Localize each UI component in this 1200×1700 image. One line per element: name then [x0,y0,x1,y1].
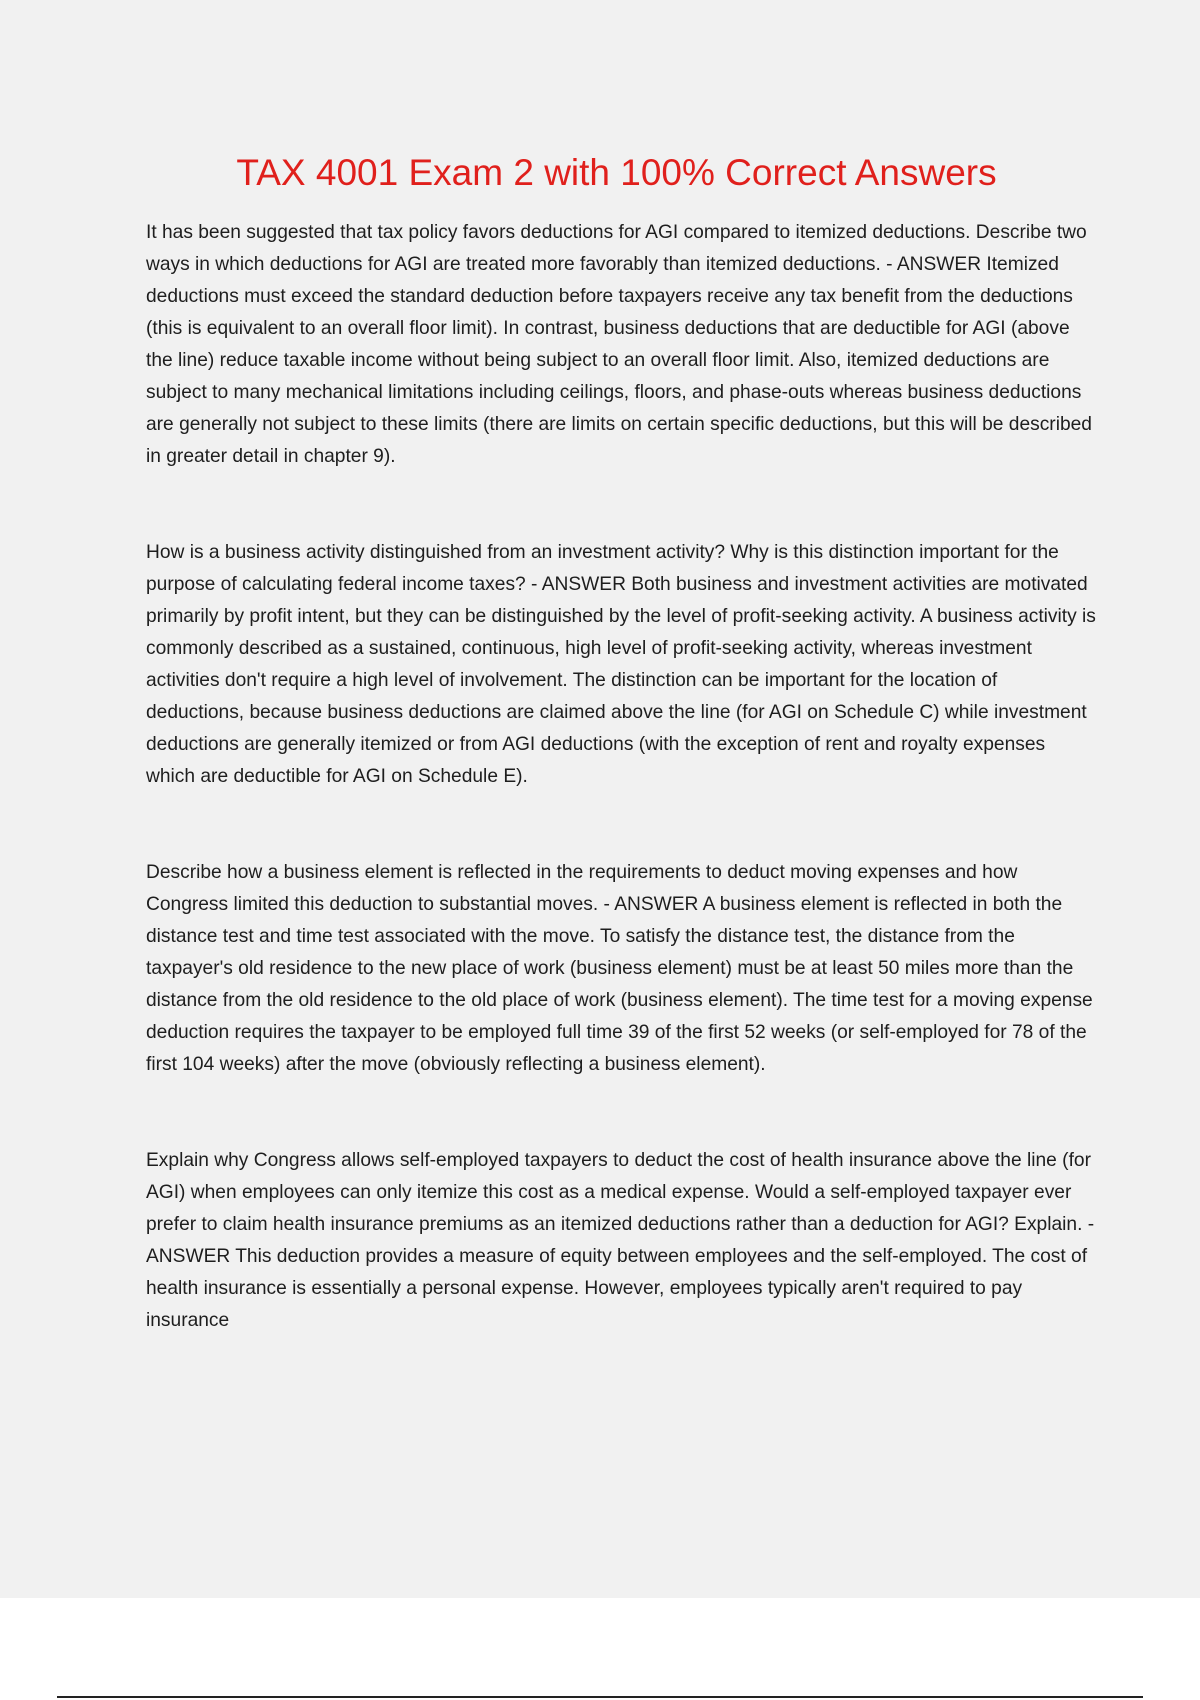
qa-paragraph: Describe how a business element is reflected in the requirements to deduct moving expenses and how Congress limited this deduction to substantial moves. - ANSWER A business element is reflected in both the distance test and time test associated with the move. To satisfy the distance test, the distance from the taxpayer's old residence to the new place of work (business element) must be at least 50 miles more than the distance from the old residence to the old place of work (business element). The time test for a moving expense deduction requires the taxpayer to be employed full time 39 of the first 52 weeks (or self-employed for 78 of the first 104 weeks) after the move (obviously reflecting a business element). [146,862,1093,1075]
qa-paragraph: How is a business activity distinguished from an investment activity? Why is this distinction important for the purpose of calculating federal income taxes? - ANSWER Both business and investment activities are motivated primarily by profit intent, but they can be distinguished by the level of profit-seeking activity. A business activity is commonly described as a sustained, continuous, high level of profit-seeking activity, whereas investment activities don't require a high level of involvement. The distinction can be important for the location of deductions, because business deductions are claimed above the line (for AGI on Schedule C) while investment deductions are generally itemized or from AGI deductions (with the exception of rent and royalty expenses which are deductible for AGI on Schedule E). [146,542,1096,787]
qa-paragraph: It has been suggested that tax policy favors deductions for AGI compared to itemized deductions. Describe two ways in which deductions for AGI are treated more favorably than itemized deductions. - ANSWER Itemized deductions must exceed the standard deduction before taxpayers receive any tax benefit from the deductions (this is equivalent to an overall floor limit). In contrast, business deductions that are deductible for AGI (above the line) reduce taxable income without being subject to an overall floor limit. Also, itemized deductions are subject to many mechanical limitations including ceilings, floors, and phase-outs whereas business deductions are generally not subject to these limits (there are limits on certain specific deductions, but this will be described in greater detail in chapter 9). [146,222,1092,467]
document-title: TAX 4001 Exam 2 with 100% Correct Answers [236,152,997,193]
document-body [146,217,1096,1401]
qa-paragraph: Explain why Congress allows self-employed taxpayers to deduct the cost of health insurance above the line (for AGI) when employees can only itemize this cost as a medical expense. Would a self-employed taxpayer ever prefer to claim health insurance premiums as an itemized deductions rather than a deduction for AGI? Explain. - ANSWER This deduction provides a measure of equity between employees and the self-employed. The cost of health insurance is essentially a personal expense. However, employees typically aren't required to pay insurance [146,1150,1095,1331]
footer-divider [57,1696,1143,1698]
